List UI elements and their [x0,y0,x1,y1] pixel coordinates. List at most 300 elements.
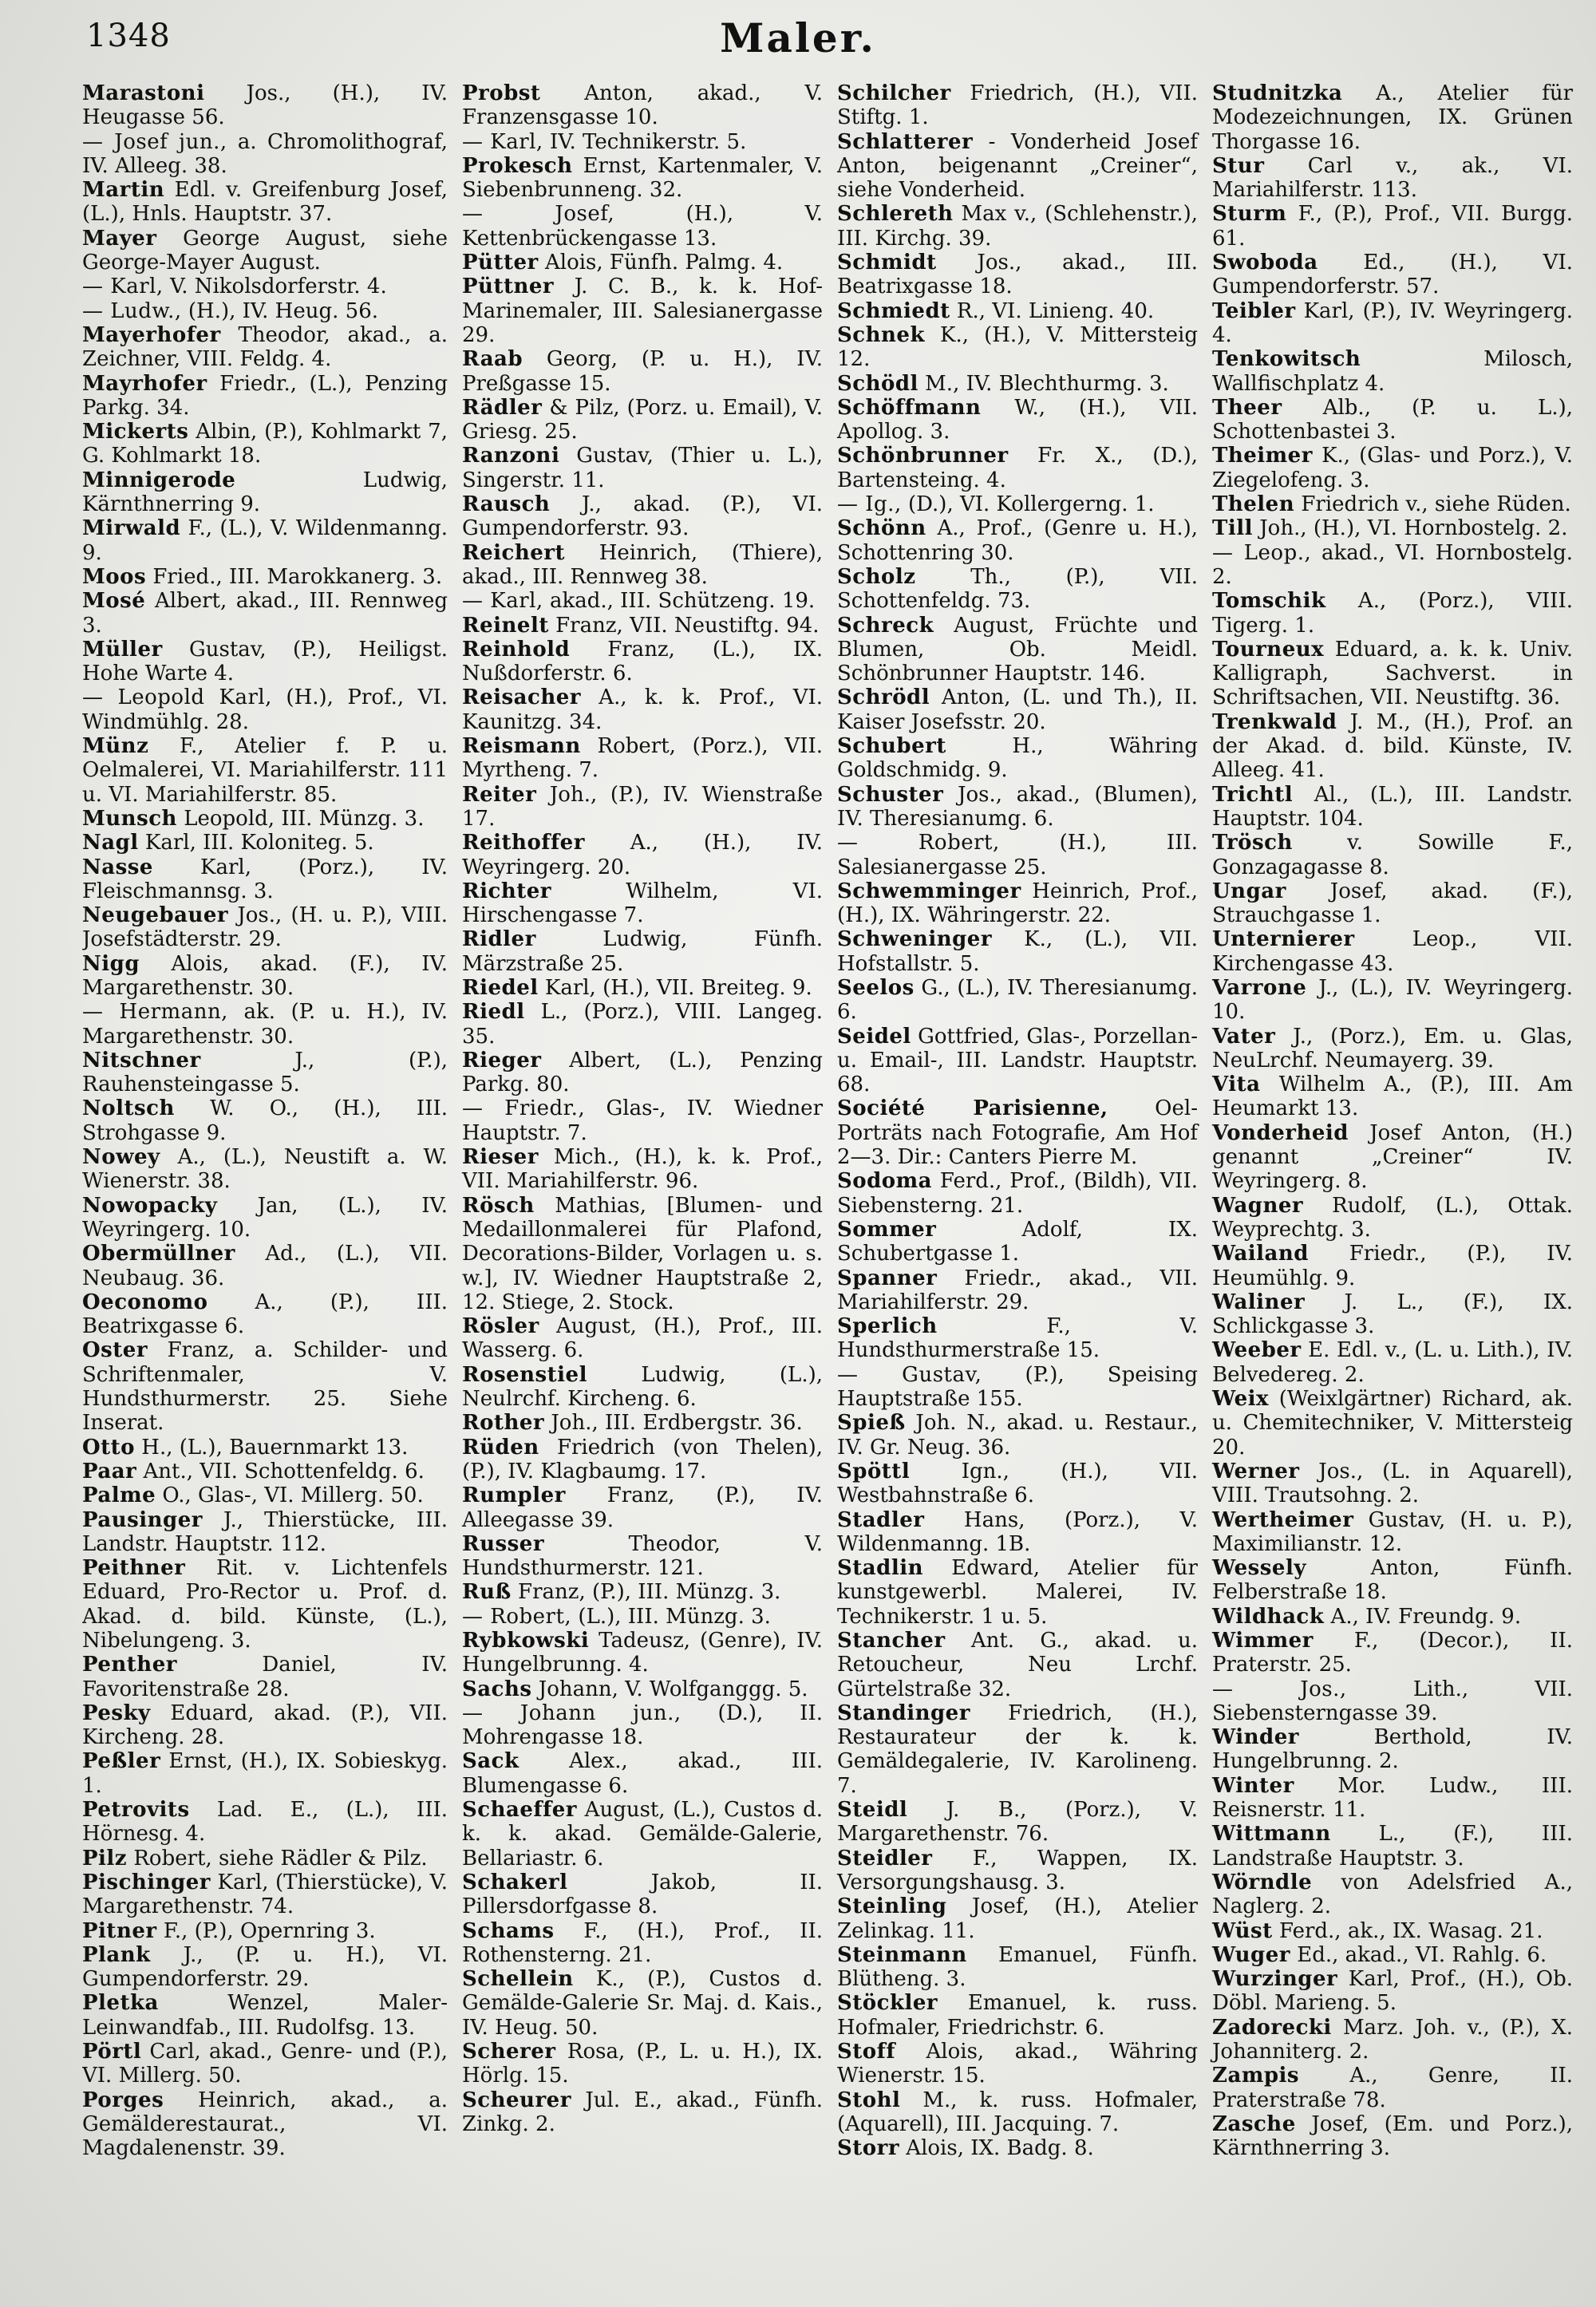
directory-entry [82,1870,448,1919]
directory-entry [462,783,823,832]
entry-name: Rädler [462,395,543,420]
directory-entry [1212,541,1573,590]
entry-details: Ernst, Kartenmaler, V. Siebenbrunneng. 32. [462,153,823,203]
entry-name: Winder [1212,1725,1299,1750]
directory-entry [462,541,823,590]
entry-details: von Adelsfried A., Naglerg. 2. [1212,1870,1573,1919]
entry-name: Moos [82,564,147,589]
entry-name: Pilz [82,1846,128,1870]
entry-name: Studnitzka [1212,81,1343,105]
entry-name: Pletka [82,1991,159,2016]
directory-entry [462,492,823,541]
directory-entry [837,492,1198,516]
entry-details: Karl, (H.), VII. Breiteg. 9. [538,975,812,1000]
directory-entry [837,1943,1198,1992]
entry-details: Alb., (P. u. L.), Schottenbastei 3. [1212,395,1573,444]
entry-name: Schlatterer [837,129,974,154]
entry-details: Ferd., ak., IX. Wasag. 21. [1272,1918,1543,1943]
entry-name: Sommer [837,1217,937,1242]
entry-details: Robert, (Porz.), VII. Myrtheng. 7. [462,734,823,783]
entry-details: Ign., (H.), VII. Westbahnstraße 6. [837,1459,1198,1508]
entry-name: Wildhack [1212,1604,1325,1629]
directory-entry [837,1894,1198,1943]
directory-entry [82,952,448,1001]
entry-details: J., (P.), Rauhensteingasse 5. [82,1048,448,1097]
directory-entry [462,1532,823,1581]
directory-entry [837,614,1198,686]
entry-details: Joh., (H.), VI. Hornbostelg. 2. [1252,516,1568,541]
entry-name: Raab [462,347,523,372]
directory-entry [1212,1387,1573,1460]
entry-details: J., (L.), IV. Weyringerg. 10. [1212,975,1573,1025]
entry-details: Th., (P.), VII. Schottenfeldg. 73. [837,564,1198,614]
directory-entry [837,130,1198,203]
entry-name: Schweninger [837,927,993,952]
entry-details: Leop., VII. Kirchengasse 43. [1212,927,1573,976]
entry-details: Daniel, IV. Favoritenstraße 28. [82,1653,448,1701]
entry-name: Reinhold [462,637,571,662]
entry-name: Winter [1212,1773,1294,1798]
entry-name: Stadler [837,1507,925,1532]
entry-name: Schakerl [462,1870,568,1894]
directory-entry [462,2040,823,2088]
entry-details: E. Edl. v., (L. u. Lith.), IV. Belvedereg. 2. [1212,1338,1573,1387]
directory-entry [82,1338,448,1435]
entry-details: IV. Technikerstr. 5. [543,129,747,154]
entry-name: — Josef, [462,202,615,227]
entry-details: (D.), VI. Kollergerng. 1. [901,492,1155,517]
entry-details: Ed., akad., VI. Rahlg. 6. [1290,1942,1547,1967]
entry-name: Ungar [1212,879,1286,903]
entry-name: Petrovits [82,1798,190,1823]
entry-details: Berthold, IV. Hungelbrunng. 2. [1212,1725,1573,1774]
directory-entry [837,251,1198,299]
entry-name: Schönn [837,516,926,541]
entry-details: Jos., (L. in Aquarell), VIII. Trautsohng. 2. [1212,1459,1573,1508]
entry-name: Tourneux [1212,637,1325,662]
entry-details: (D.), II. Mohrengasse 18. [462,1701,823,1750]
directory-entry [1212,1073,1573,1121]
directory-entry [462,1629,823,1677]
entry-details: Jos., akad., III. Beatrixgasse 18. [837,251,1198,299]
directory-entry [462,130,823,154]
directory-entry [1212,299,1573,348]
directory-entry [1212,444,1573,492]
entry-details: W., (H.), VII. Apollog. 3. [837,395,1198,444]
directory-entry [462,1798,823,1870]
entry-details: Ant., VII. Schottenfeldg. 6. [136,1459,425,1483]
entry-details: Rosa, (P., L. u. H.), IX. Hörlg. 15. [462,2040,823,2088]
entry-name: Münz [82,734,149,759]
entry-name: Probst [462,81,541,105]
entry-name: Sack [462,1749,519,1774]
entry-name: Seelos [837,975,915,1000]
entry-details: L., (F.), III. Landstraße Hauptstr. 3. [1212,1822,1573,1870]
directory-entry [462,1145,823,1194]
entry-details: August, (L.), Custos d. k. k. akad. Gemälde-Galerie, Bellariastr. 6. [462,1798,823,1870]
directory-entry [837,2136,1198,2160]
entry-name: Stoff [837,2040,895,2064]
entry-details: Albin, (P.), Kohlmarkt 7, G. Kohlmarkt 18. [82,420,448,468]
directory-entry [1212,1919,1573,1943]
entry-details: Jan, (L.), IV. Weyringerg. 10. [82,1193,448,1242]
entry-details: K., (L.), VII. Hofstallstr. 5. [837,927,1198,976]
directory-entry [82,2088,448,2161]
directory-entry [462,2088,823,2137]
entry-name: Stadlin [837,1556,923,1581]
entry-name: Riedl [462,1000,525,1025]
entry-name: Ridler [462,927,536,952]
directory-entry [837,1096,1198,1169]
directory-entry [1212,251,1573,299]
entry-name: Neugebauer [82,903,229,928]
directory-entry [82,1991,448,2040]
entry-name: Obermüllner [82,1242,235,1266]
entry-name: Wörndle [1212,1870,1313,1894]
directory-entry [1212,1290,1573,1339]
entry-details: Hans, (Porz.), V. Wildenmanng. 1B. [837,1507,1198,1556]
entry-details: Heinrich, (Thiere), akad., III. Rennweg 38. [462,540,823,589]
entry-details: Anton, Fünfh. Felberstraße 18. [1212,1556,1573,1605]
entry-details: Max v., (Schlehenstr.), III. Kirchg. 39. [837,202,1198,251]
directory-entry [1212,831,1573,879]
entry-details: Karl, III. Koloniteg. 5. [138,831,374,855]
directory-entry [1212,1508,1573,1557]
entry-details: J. C. B., k. k. Hof-Marinemaler, III. Salesianergasse 29. [462,275,823,347]
entry-details: Emanuel, k. russ. Hofmaler, Friedrichstr. 6. [837,1991,1198,2040]
entry-details: F., (H.), Prof., II. Rothensterng. 21. [462,1918,823,1967]
directory-entry [837,1629,1198,1701]
entry-details: A., Atelier für Modezeichnungen, IX. Grünen Thorgasse 16. [1212,81,1573,154]
entry-name: — Hermann, [82,1000,228,1025]
entry-details: Tadeusz, (Genre), IV. Hungelbrunng. 4. [462,1629,823,1677]
entry-name: Oeconomo [82,1290,208,1314]
entry-name: Müller [82,637,163,662]
entry-details: A., (Porz.), VIII. Tigerg. 1. [1212,589,1573,638]
directory-entry [837,2040,1198,2088]
entry-details: (L.), III. Münzg. 3. [571,1604,771,1629]
directory-entry [82,1701,448,1750]
directory-entry [462,251,823,275]
directory-entry [837,1411,1198,1460]
entry-details: Jos., (H.), IV. Heugasse 56. [82,81,448,130]
entry-details: R., VI. Linieng. 40. [950,298,1155,323]
directory-entry [82,565,448,589]
entry-details: F., Atelier f. P. u. Oelmalerei, VI. Mariahilferstr. 111 u. VI. Mariahilferstr. 85. [82,734,448,807]
entry-details: Franz, a. Schilder- und Schriftenmaler, V. Hundsthurmerstr. 25. Siehe Inserat. [82,1338,448,1436]
directory-entry [837,2088,1198,2137]
entry-details: Friedr., akad., VII. Mariahilferstr. 29. [837,1266,1198,1314]
entry-name: Wimmer [1212,1629,1314,1653]
entry-details: Ant. G., akad. u. Retoucheur, Neu Lrchf. Gürtelstraße 32. [837,1629,1198,1701]
entry-name: Varrone [1212,975,1307,1000]
entry-details: O., Glas-, VI. Millerg. 50. [156,1483,424,1508]
entry-name: Werner [1212,1459,1300,1483]
entry-details: Marz. Joh. v., (P.), X. Johanniterg. 2. [1212,2015,1573,2064]
directory-entry [1212,976,1573,1025]
entry-name: Porges [82,2088,164,2112]
entry-name: Rybkowski [462,1629,590,1653]
directory-entry [82,1290,448,1339]
directory-entry [82,420,448,468]
directory-entry [462,1677,823,1701]
entry-name: Nowopacky [82,1193,218,1218]
directory-entry [82,1000,448,1049]
entry-details: Ludwig, (L.), Neulrchf. Kircheng. 6. [462,1362,823,1412]
directory-entry [462,976,823,1000]
entry-details: F., (P.), Prof., VII. Burgg. 61. [1212,202,1573,251]
directory-entry [1212,81,1573,154]
directory-entry [1212,638,1573,710]
entry-name: Peßler [82,1749,161,1774]
entry-name: — Ig., [837,492,902,517]
entry-details: August, (H.), Prof., III. Wasserg. 6. [462,1314,823,1363]
entry-details: Gottfried, Glas-, Porzellan- u. Email-, III. Landstr. Hauptstr. 68. [837,1024,1198,1097]
entry-name: Spanner [837,1266,938,1290]
entry-details: Eduard, akad. (P.), VII. Kircheng. 28. [82,1701,448,1750]
directory-entry [462,879,823,928]
entry-details: Theodor, akad., a. Zeichner, VIII. Feldg. 4. [82,322,448,372]
entry-name: Mayer [82,226,157,251]
entry-details: Wenzel, Maler-Leinwandfab., III. Rudolfsg. 13. [82,1991,448,2040]
entry-name: Wertheimer [1212,1507,1354,1532]
directory-entry [82,1847,448,1870]
directory-entry [837,879,1198,928]
entry-name: Steidler [837,1846,933,1870]
entry-name: Rosenstiel [462,1362,587,1387]
directory-entry [82,1460,448,1483]
entry-name: Pütter [462,251,539,275]
entry-details: Karl, Prof., (H.), Ob. Döbl. Marieng. 5. [1212,1967,1573,2016]
entry-name: Thelen [1212,492,1295,517]
directory-entry [1212,396,1573,444]
entry-details: Ad., (L.), VII. Neubaug. 36. [82,1242,448,1290]
directory-entry [462,81,823,130]
directory-entry [462,275,823,347]
entry-details: Edl. v. Greifenburg Josef, (L.), Hnls. Hauptstr. 37. [82,178,448,227]
directory-entry [1212,1822,1573,1870]
entry-name: Sturm [1212,202,1287,227]
directory-entry [82,1242,448,1290]
entry-details: G., (L.), IV. Theresianumg. 6. [837,975,1198,1025]
entry-name: Richter [462,879,551,903]
entry-details: A., IV. Freundg. 9. [1324,1604,1522,1629]
entry-name: Seidel [837,1024,911,1049]
directory-columns [82,81,1584,2284]
column-1 [82,81,457,2284]
entry-name: Stohl [837,2088,901,2112]
directory-entry [82,299,448,323]
entry-name: Theer [1212,395,1282,420]
entry-name: Rösch [462,1193,535,1218]
directory-entry [1212,1605,1573,1629]
entry-details: Glas-, IV. Wiedner Hauptstr. 7. [462,1096,824,1145]
entry-name: Mosé [82,589,146,614]
entry-details: Friedr., (P.), IV. Heumühlg. 9. [1212,1242,1573,1290]
entry-name: Vonderheid [1212,1120,1349,1145]
entry-name: Ruß [462,1580,512,1605]
entry-name: Waliner [1212,1290,1306,1314]
entry-details: V. Nikolsdorferstr. 4. [163,275,387,299]
entry-details: Theodor, V. Hundsthurmerstr. 121. [462,1531,823,1581]
directory-entry [462,614,823,638]
entry-name: Schilcher [837,81,951,105]
entry-name: Palme [82,1483,156,1508]
directory-entry [837,1508,1198,1557]
directory-entry [1212,783,1573,832]
entry-details: Johann, V. Wolfganggg. 5. [531,1677,808,1701]
entry-details: Josef, (H.), Atelier Zelinkag. 11. [837,1894,1198,1943]
entry-name: Wessely [1212,1556,1306,1581]
directory-entry [837,323,1198,372]
entry-details: - Vonderheid Josef Anton, beigenannt „Creiner“, siehe Vonderheid. [837,129,1198,203]
entry-name: Nowey [82,1145,160,1170]
directory-entry [82,1049,448,1097]
directory-entry [462,589,823,613]
directory-entry [82,638,448,686]
directory-entry [82,2040,448,2088]
directory-entry [1212,2016,1573,2064]
entry-details: Leopold, III. Münzg. 3. [176,806,425,831]
entry-name: Paar [82,1459,137,1483]
entry-details: Karl, (Porz.), IV. Fleischmannsg. 3. [82,855,448,903]
entry-name: Wüst [1212,1918,1273,1943]
directory-entry [462,1049,823,1097]
entry-name: Vita [1212,1073,1261,1097]
directory-entry [1212,1194,1573,1242]
entry-details: A., Genre, II. Praterstraße 78. [1212,2064,1573,2112]
entry-name: Weix [1212,1387,1269,1412]
entry-name: Mirwald [82,516,181,541]
entry-details: Josef, (Em. und Porz.), Kärnthnerring 3. [1212,2111,1573,2161]
directory-entry [837,1363,1198,1412]
entry-name: Pischinger [82,1870,211,1894]
entry-details: Carl, akad., Genre- und (P.), VI. Millerg. 50. [82,2040,448,2088]
directory-entry [462,1436,823,1484]
directory-entry [462,734,823,783]
entry-name: Steinling [837,1894,947,1919]
entry-name: Zasche [1212,2111,1296,2136]
entry-details: J., Thierstücke, III. Landstr. Hauptstr. 112. [82,1507,448,1556]
entry-name: Ranzoni [462,444,560,468]
entry-name: Till [1212,516,1253,541]
entry-details: ak. (P. u. H.), IV. Margarethenstr. 30. [82,1000,448,1049]
entry-details: A., (P.), III. Beatrixgasse 6. [82,1290,448,1339]
entry-name: Russer [462,1531,545,1556]
entry-details: Edward, Atelier für kunstgewerbl. Malerei, IV. Technikerstr. 1 u. 5. [837,1556,1198,1629]
entry-details: J. L., (F.), IX. Schlickgasse 3. [1212,1290,1573,1339]
directory-entry [462,1580,823,1604]
entry-details: akad., III. Schützeng. 19. [543,589,816,614]
directory-entry [462,927,823,976]
entry-details: A., Prof., (Genre u. H.), Schottenring 30. [837,516,1198,565]
entry-name: — Gustav, [837,1362,982,1387]
directory-entry [82,1556,448,1653]
entry-details: F., V. Hundsthurmerstraße 15. [837,1314,1198,1363]
directory-entry [82,1508,448,1557]
entry-details: Oel-Porträts nach Fotografie, Am Hof 2—3. Dir.: Canters Pierre M. [837,1096,1198,1170]
entry-name: — Leopold Karl, [82,685,272,710]
entry-details: (H.), V. Kettenbrückengasse 13. [462,202,824,251]
entry-details: Ernst, (H.), IX. Sobieskyg. 1. [82,1749,448,1798]
entry-name: Rüden [462,1435,539,1460]
entry-name: Pesky [82,1701,151,1725]
entry-details: Friedrich (von Thelen), (P.), IV. Klagbaumg. 17. [462,1435,823,1483]
directory-entry [1212,516,1573,540]
entry-name: Schlereth [837,202,954,227]
directory-entry [837,734,1198,783]
entry-name: Rieser [462,1145,539,1170]
entry-details: Jakob, II. Pillersdorfgasse 8. [462,1870,823,1919]
directory-entry [1212,927,1573,976]
directory-entry [462,685,823,734]
entry-name: Schödl [837,371,918,396]
entry-name: Spöttl [837,1459,911,1483]
directory-entry [462,1919,823,1968]
entry-name: Schaeffer [462,1798,578,1823]
directory-entry [82,855,448,904]
entry-name: Schmidt [837,251,937,275]
entry-details: a. Chromolithograf, IV. Alleeg. 38. [82,129,448,178]
entry-details: Alois, akad. (F.), IV. Margarethenstr. 30. [82,951,448,1000]
entry-name: Wailand [1212,1242,1309,1266]
entry-details: Joh., III. Erdbergstr. 36. [544,1411,803,1436]
entry-details: Robert, siehe Rädler & Pilz. [127,1846,428,1870]
directory-entry [462,1967,823,2040]
directory-entry [462,1701,823,1750]
directory-entry [82,1483,448,1507]
entry-details: Wilhelm A., (P.), III. Am Heumarkt 13. [1212,1073,1573,1121]
entry-name: Nagl [82,831,139,855]
directory-entry [1212,1967,1573,2016]
entry-name: Schellein [462,1967,574,1992]
entry-details: Milosch, Wallfischplatz 4. [1212,347,1573,396]
entry-name: — Josef jun., [82,129,227,154]
entry-name: Minnigerode [82,468,236,492]
entry-name: Marastoni [82,81,205,105]
entry-name: Swoboda [1212,251,1318,275]
directory-entry [462,1870,823,1919]
directory-entry [82,734,448,807]
entry-details: Rit. v. Lichtenfels Eduard, Pro-Rector u. Prof. d. Akad. d. bild. Künste, (L.), Nibelungeng. 3. [82,1556,448,1653]
entry-name: Schreck [837,613,934,638]
entry-name: Steinmann [837,1942,967,1967]
entry-name: Reithoffer [462,831,585,855]
directory-entry [462,638,823,686]
entry-name: Mayrhofer [82,371,207,396]
directory-entry [462,347,823,396]
entry-name: Schwemminger [837,879,1021,903]
entry-details: Anton, (L. und Th.), II. Kaiser Josefsstr. 20. [837,685,1198,734]
entry-details: Friedrich, (H.), VII. Stiftg. 1. [837,81,1198,130]
entry-name: Stur [1212,153,1265,178]
entry-details: Alois, Fünfh. Palmg. 4. [538,251,784,275]
entry-name: — Leop., [1212,540,1312,565]
entry-name: Société Parisienne, [837,1096,1108,1121]
directory-entry [82,589,448,638]
entry-details: Rudolf, (L.), Ottak. Weyprechtg. 3. [1212,1193,1573,1242]
entry-details: Eduard, a. k. k. Univ. Kalligraph, Sachverst. in Schriftsachen, VII. Neustiftg. 36. [1212,637,1573,710]
entry-details: M., IV. Blechthurmg. 3. [918,371,1169,396]
entry-details: Wilhelm, VI. Hirschengasse 7. [462,879,823,928]
directory-entry [82,831,448,855]
directory-entry [462,1411,823,1435]
entry-name: Sperlich [837,1314,938,1339]
entry-name: Plank [82,1942,151,1967]
directory-entry [837,372,1198,396]
entry-name: — Ludw., [82,298,182,323]
directory-entry [82,372,448,421]
